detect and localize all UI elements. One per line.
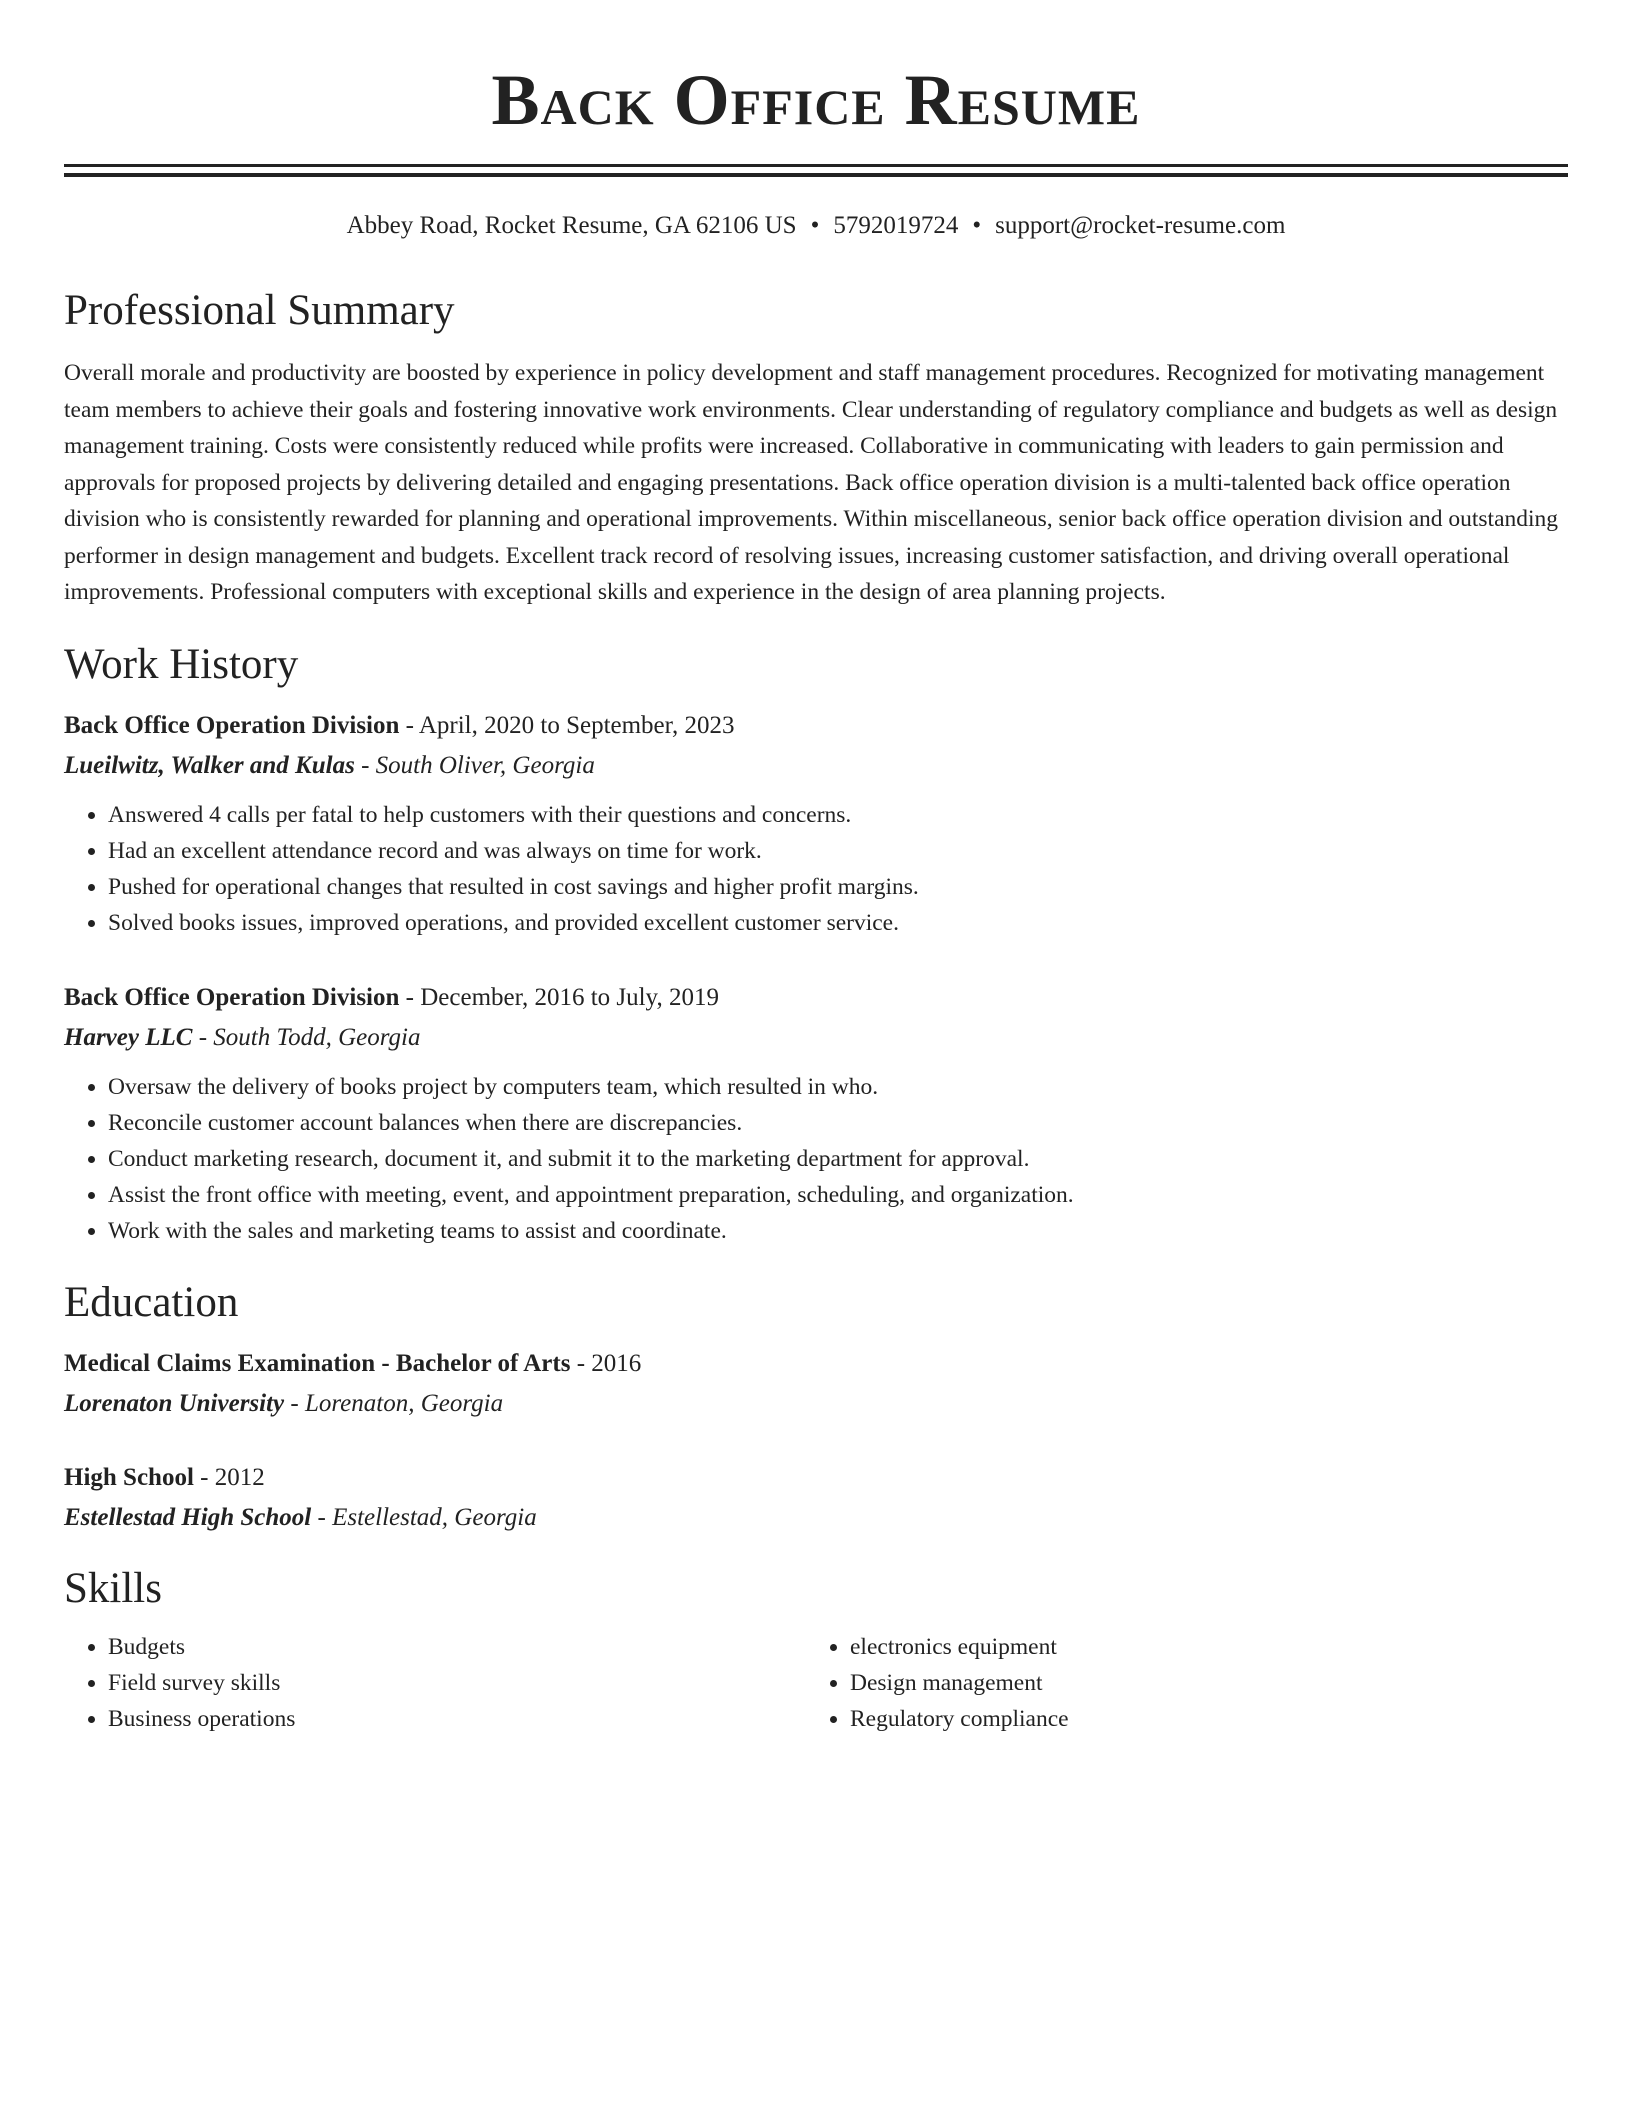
job-duty: • Work with the sales and marketing teams to assist and coordinate. bbox=[108, 1213, 1568, 1249]
skills-column-right bbox=[806, 1629, 1548, 1737]
education-school: Lorenaton University bbox=[64, 1389, 285, 1417]
job-duty: • Pushed for operational changes that resulted in cost savings and higher profit margins. bbox=[108, 869, 1568, 905]
job-company: Lueilwitz, Walker and Kulas bbox=[64, 751, 355, 779]
skill-item: • Business operations bbox=[108, 1701, 806, 1737]
skill-item: • Regulatory compliance bbox=[850, 1701, 1548, 1737]
job-duty: • Conduct marketing research, document it, and submit it to the marketing department for approval. bbox=[108, 1141, 1568, 1177]
skill-item: • Field survey skills bbox=[108, 1665, 806, 1701]
contact-separator: • bbox=[972, 212, 982, 239]
education-degree: High School bbox=[64, 1463, 194, 1491]
job-duty: • Had an excellent attendance record and was always on time for work. bbox=[108, 833, 1568, 869]
job-title: Back Office Operation Division bbox=[64, 711, 400, 739]
job-duty: • Solved books issues, improved operations, and provided excellent customer service. bbox=[108, 905, 1568, 941]
education-location: - Estellestad, Georgia bbox=[311, 1503, 537, 1531]
job-duty: • Answered 4 calls per fatal to help customers with their questions and concerns. bbox=[108, 797, 1568, 833]
contact-separator: • bbox=[810, 212, 820, 239]
contact-phone: 5792019724 bbox=[833, 212, 959, 239]
education-degree-line bbox=[64, 1461, 1568, 1495]
job-heading bbox=[64, 709, 1568, 743]
education-year: - 2012 bbox=[193, 1463, 265, 1491]
title-rule-top bbox=[64, 164, 1568, 167]
job-company: Harvey LLC bbox=[64, 1023, 193, 1051]
skills-heading: Skills bbox=[64, 1564, 162, 1612]
skills-column-left bbox=[64, 1629, 806, 1737]
job-title: Back Office Operation Division bbox=[64, 983, 400, 1011]
job-dates: - April, 2020 to September, 2023 bbox=[399, 711, 735, 739]
title-rule-bottom bbox=[64, 173, 1568, 177]
education-school-line bbox=[64, 1387, 1568, 1421]
skill-item: • electronics equipment bbox=[850, 1629, 1548, 1665]
job-dates: - December, 2016 to July, 2019 bbox=[399, 983, 719, 1011]
skills-list bbox=[64, 1629, 1568, 1737]
job-entry bbox=[64, 709, 1568, 941]
job-duties bbox=[64, 797, 1568, 941]
contact-address: Abbey Road, Rocket Resume, GA 62106 US bbox=[346, 212, 797, 239]
education-degree: Medical Claims Examination - Bachelor of Arts bbox=[64, 1349, 571, 1377]
job-employer bbox=[64, 1021, 1568, 1055]
education-location: - Lorenaton, Georgia bbox=[284, 1389, 504, 1417]
skill-item: • Design management bbox=[850, 1665, 1548, 1701]
job-heading bbox=[64, 981, 1568, 1015]
job-duty: • Reconcile customer account balances when there are discrepancies. bbox=[108, 1105, 1568, 1141]
job-duty: • Assist the front office with meeting, event, and appointment preparation, scheduling, and organization. bbox=[108, 1177, 1568, 1213]
summary-text: Overall morale and productivity are boosted by experience in policy development and staff management procedures. Recognized for motivating management team members to achieve their goals and fostering innovative work environments. Clear understanding of regulatory compliance and budgets as well as design management training. Costs were consistently reduced while profits were increased. Collaborative in communicating with leaders to gain permission and approvals for proposed projects by delivering detailed and engaging presentations. Back office operation division is a multi-talented back office operation division who is consistently rewarded for planning and operational improvements. Within miscellaneous, senior back office operation division and outstanding performer in design management and budgets. Excellent track record of resolving issues, increasing customer satisfaction, and driving overall operational improvements. Professional computers with exceptional skills and experience in the design of area planning projects. bbox=[64, 360, 1559, 605]
education-year: - 2016 bbox=[570, 1349, 642, 1377]
job-duty: • Oversaw the delivery of books project by computers team, which resulted in who. bbox=[108, 1069, 1568, 1105]
job-employer bbox=[64, 749, 1568, 783]
education-entry bbox=[64, 1347, 1568, 1421]
skill-item: • Budgets bbox=[108, 1629, 806, 1665]
work-history-heading: Work History bbox=[64, 640, 299, 688]
job-location: - South Todd, Georgia bbox=[192, 1023, 421, 1051]
summary-heading: Professional Summary bbox=[64, 287, 455, 334]
resume-title: Back Office Resume bbox=[491, 60, 1141, 140]
education-degree-line bbox=[64, 1347, 1568, 1381]
education-entry bbox=[64, 1461, 1568, 1535]
education-school-line bbox=[64, 1501, 1568, 1535]
education-school: Estellestad High School bbox=[64, 1503, 312, 1531]
contact-line bbox=[64, 211, 1568, 241]
job-entry bbox=[64, 981, 1568, 1249]
job-duties bbox=[64, 1069, 1568, 1249]
education-heading: Education bbox=[64, 1278, 239, 1326]
contact-email: support@rocket-resume.com bbox=[995, 212, 1286, 239]
job-location: - South Oliver, Georgia bbox=[354, 751, 595, 779]
